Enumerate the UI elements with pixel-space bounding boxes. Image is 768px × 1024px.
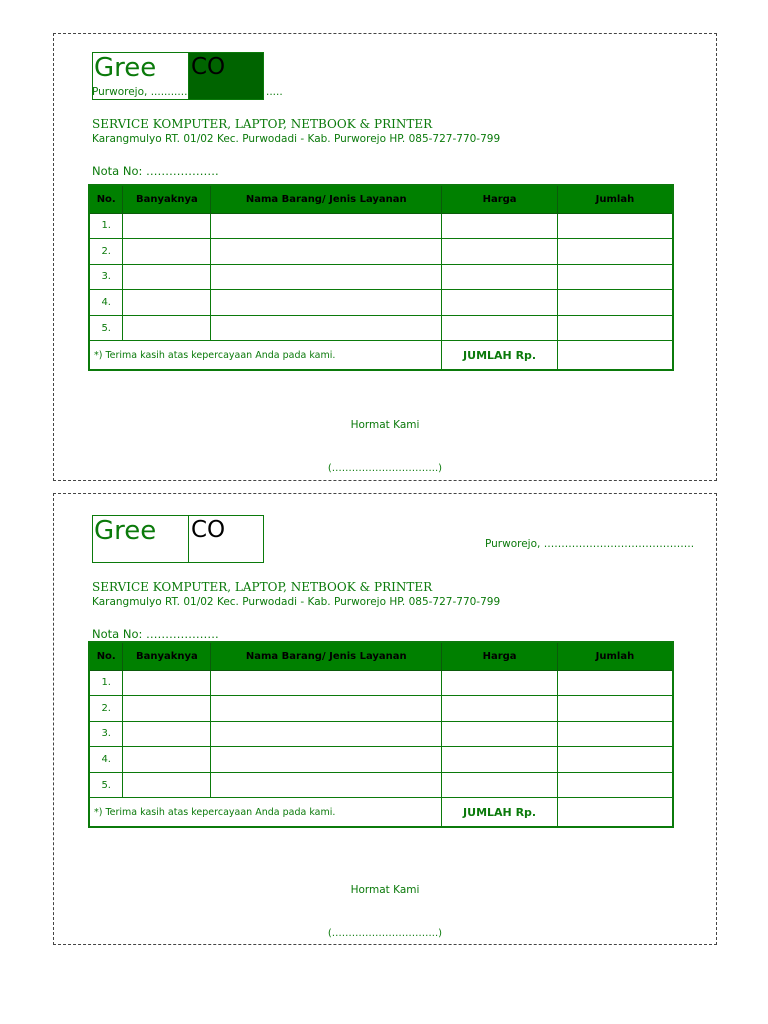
- price-cell[interactable]: [442, 670, 558, 696]
- company-address: Karangmulyo RT. 01/02 Kec. Purwodadi - Kab. Purworejo HP. 085-727-770-799: [92, 133, 501, 145]
- quantity-cell[interactable]: [123, 264, 211, 290]
- logo-name: Gree: [94, 516, 157, 546]
- quantity-cell[interactable]: [123, 772, 211, 798]
- price-cell[interactable]: [442, 696, 558, 722]
- header-quantity: Banyaknya: [123, 185, 211, 213]
- total-amount-cell[interactable]: [557, 341, 673, 370]
- amount-cell[interactable]: [557, 721, 673, 747]
- amount-cell[interactable]: [557, 747, 673, 773]
- logo-name: Gree: [94, 53, 157, 83]
- item-name-cell[interactable]: [211, 264, 442, 290]
- table-row: [89, 696, 673, 722]
- service-title: SERVICE KOMPUTER, LAPTOP, NETBOOK & PRINTER: [92, 117, 433, 131]
- signature-line: (…………………………..): [327, 928, 443, 939]
- total-label: JUMLAH Rp.: [442, 798, 558, 827]
- quantity-cell[interactable]: [123, 290, 211, 316]
- total-row: [89, 341, 673, 370]
- place-date: Purworejo, …………………………………….: [485, 538, 695, 550]
- table-row: [89, 772, 673, 798]
- row-number: 3.: [89, 264, 123, 290]
- thank-you-note: *) Terima kasih atas kepercayaan Anda pada kami.: [89, 798, 442, 827]
- quantity-cell[interactable]: [123, 239, 211, 265]
- amount-cell[interactable]: [557, 670, 673, 696]
- item-name-cell[interactable]: [211, 290, 442, 316]
- amount-cell[interactable]: [557, 239, 673, 265]
- row-number: 3.: [89, 721, 123, 747]
- signature-line: (…………………………..): [327, 463, 443, 474]
- quantity-cell[interactable]: [123, 721, 211, 747]
- amount-cell[interactable]: [557, 264, 673, 290]
- price-cell[interactable]: [442, 721, 558, 747]
- header-price: Harga: [442, 642, 558, 670]
- table-row: [89, 721, 673, 747]
- logo-suffix: CO: [191, 54, 226, 80]
- header-amount: Jumlah: [557, 642, 673, 670]
- total-label: JUMLAH Rp.: [442, 341, 558, 370]
- row-number: 2.: [89, 696, 123, 722]
- amount-cell[interactable]: [557, 696, 673, 722]
- item-name-cell[interactable]: [211, 213, 442, 239]
- quantity-cell[interactable]: [123, 670, 211, 696]
- price-cell[interactable]: [442, 213, 558, 239]
- amount-cell[interactable]: [557, 290, 673, 316]
- table-row: [89, 315, 673, 341]
- header-no: No.: [89, 642, 123, 670]
- row-number: 4.: [89, 747, 123, 773]
- closing-text: Hormat Kami: [350, 884, 420, 896]
- header-amount: Jumlah: [557, 185, 673, 213]
- item-name-cell[interactable]: [211, 747, 442, 773]
- quantity-cell[interactable]: [123, 315, 211, 341]
- receipt-2: [53, 493, 717, 945]
- total-amount-cell[interactable]: [557, 798, 673, 827]
- table-row: [89, 747, 673, 773]
- items-table: [88, 184, 674, 371]
- total-row: [89, 798, 673, 827]
- receipt-1: [53, 33, 717, 481]
- logo-suffix: CO: [191, 517, 226, 543]
- table-row: [89, 264, 673, 290]
- header-no: No.: [89, 185, 123, 213]
- item-name-cell[interactable]: [211, 670, 442, 696]
- price-cell[interactable]: [442, 239, 558, 265]
- table-row: [89, 213, 673, 239]
- logo-suffix-box: [189, 53, 263, 99]
- place-date-tail: .....: [266, 86, 283, 98]
- closing-text: Hormat Kami: [350, 419, 420, 431]
- item-name-cell[interactable]: [211, 772, 442, 798]
- item-name-cell[interactable]: [211, 696, 442, 722]
- table-row: [89, 670, 673, 696]
- thank-you-note: *) Terima kasih atas kepercayaan Anda pada kami.: [89, 341, 442, 370]
- row-number: 1.: [89, 670, 123, 696]
- price-cell[interactable]: [442, 772, 558, 798]
- quantity-cell[interactable]: [123, 696, 211, 722]
- amount-cell[interactable]: [557, 772, 673, 798]
- price-cell[interactable]: [442, 290, 558, 316]
- row-number: 5.: [89, 315, 123, 341]
- table-header-row: [89, 185, 673, 213]
- price-cell[interactable]: [442, 747, 558, 773]
- header-item-name: Nama Barang/ Jenis Layanan: [211, 642, 442, 670]
- quantity-cell[interactable]: [123, 213, 211, 239]
- row-number: 4.: [89, 290, 123, 316]
- company-logo: [92, 515, 264, 563]
- table-row: [89, 290, 673, 316]
- place-date: [92, 86, 283, 98]
- item-name-cell[interactable]: [211, 239, 442, 265]
- table-header-row: [89, 642, 673, 670]
- header-price: Harga: [442, 185, 558, 213]
- header-item-name: Nama Barang/ Jenis Layanan: [211, 185, 442, 213]
- price-cell[interactable]: [442, 264, 558, 290]
- amount-cell[interactable]: [557, 315, 673, 341]
- quantity-cell[interactable]: [123, 747, 211, 773]
- nota-number: Nota No: ……………….: [92, 164, 219, 178]
- service-title: SERVICE KOMPUTER, LAPTOP, NETBOOK & PRINTER: [92, 580, 433, 594]
- item-name-cell[interactable]: [211, 721, 442, 747]
- items-table: [88, 641, 674, 828]
- place-date-text: Purworejo, ...........: [92, 86, 188, 98]
- nota-number: Nota No: ……………….: [92, 627, 219, 641]
- row-number: 2.: [89, 239, 123, 265]
- amount-cell[interactable]: [557, 213, 673, 239]
- logo-suffix-box: [189, 516, 263, 562]
- logo-name-box: [93, 516, 189, 562]
- item-name-cell[interactable]: [211, 315, 442, 341]
- header-quantity: Banyaknya: [123, 642, 211, 670]
- row-number: 5.: [89, 772, 123, 798]
- company-address: Karangmulyo RT. 01/02 Kec. Purwodadi - Kab. Purworejo HP. 085-727-770-799: [92, 596, 501, 608]
- price-cell[interactable]: [442, 315, 558, 341]
- row-number: 1.: [89, 213, 123, 239]
- table-row: [89, 239, 673, 265]
